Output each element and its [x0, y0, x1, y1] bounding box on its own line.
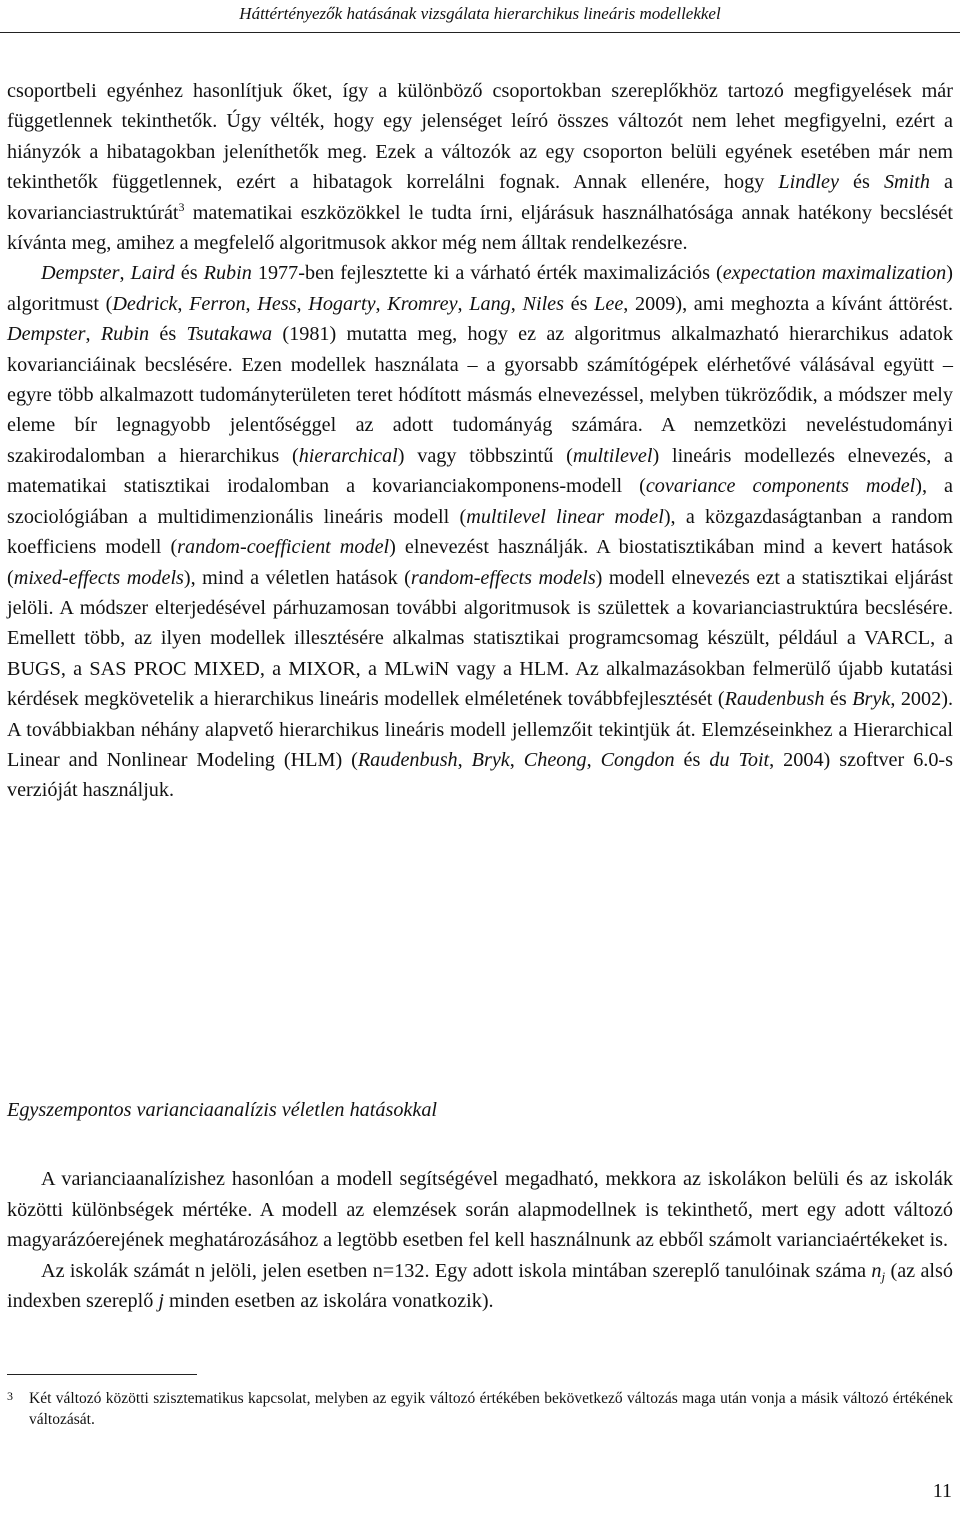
- text-run: és: [174, 262, 204, 285]
- text-run: ,: [177, 292, 190, 315]
- author-name: Bryk: [471, 748, 510, 771]
- text-run: a kovarianciastruktúrát: [7, 171, 953, 224]
- page-number: 11: [932, 1480, 952, 1502]
- text-run: A varianciaanalízishez hasonlóan a modell segítségével megadható, mekkora az iskolákon belüli és az iskolák közötti különbségek mértéke. A modell az elemzések során alapmodellnek is tekinthető, mert egy adott változó magyarázóerejének meghatározásához a legtöbb esetben fel kell használnunk az ebből számolt varianciaértékeket is.: [7, 1168, 953, 1252]
- text-run: és: [838, 171, 884, 194]
- author-name: Tsutakawa: [186, 323, 273, 346]
- author-name: Niles: [522, 292, 564, 315]
- term: random-effects models: [410, 566, 596, 589]
- text-run: és: [149, 323, 187, 346]
- author-name: Hogarty: [308, 292, 376, 315]
- text-run: minden esetben az iskolára vonatkozik).: [163, 1290, 494, 1313]
- math-subscript: j: [881, 1268, 886, 1284]
- text-run: , 2004) szoftver 6.0-s verzióját használjuk.: [7, 748, 954, 802]
- author-name: Hess: [257, 292, 297, 315]
- text-run: ,: [245, 292, 258, 315]
- text-run: ), a szociológiában a multidimenzionális lineáris modell (: [7, 475, 953, 528]
- text-run: , 2009), ami meghozta a kívánt áttörést.: [623, 292, 954, 315]
- text-run: , 2002). A továbbiakban néhány alapvető hierarchikus lineáris modell jellemzőit tekintjük át. Elemzéseinkhez a Hierarchical Linear and Nonlinear Modeling (HLM) (: [7, 688, 953, 771]
- text-run: ,: [509, 748, 524, 771]
- text-run: (az alsó indexben szereplő: [7, 1259, 953, 1313]
- author-name: Dempster: [7, 323, 86, 346]
- text-run: ,: [457, 748, 472, 771]
- header-rule: [0, 32, 960, 33]
- author-name: Dempster: [41, 262, 120, 285]
- text-run: matematikai eszközökkel le tudta írni, eljárásuk használhatósága annak hatékony becslését kívánta meg, amihez a megfelelő algoritmusok akkor még nem álltak rendelkezésre.: [7, 201, 953, 255]
- math-symbol: j: [158, 1290, 164, 1313]
- text-run: ,: [457, 292, 470, 315]
- text-run: ,: [375, 292, 388, 315]
- author-name: Ferron: [189, 292, 246, 315]
- author-name: Rubin: [203, 262, 252, 285]
- section-heading: Egyszempontos varianciaanalízis véletlen hatásokkal: [7, 1099, 438, 1121]
- footnote-text: Két változó közötti szisztematikus kapcsolat, melyben az egyik változó értékében bekövetkező változás maga után vonja a másik változó értékének változását.: [29, 1390, 953, 1428]
- math-symbol: n: [871, 1259, 882, 1282]
- body-paragraph-2: [7, 1164, 953, 1317]
- author-name: Lindley: [778, 171, 839, 194]
- term: random-coefficient model: [177, 536, 390, 559]
- author-name: Lee: [594, 292, 624, 315]
- term: multilevel linear model: [466, 505, 664, 528]
- text-run: ) elnevezést használják. A biostatisztikában mind a kevert hatások (: [7, 536, 953, 589]
- footnote-reference[interactable]: 3: [178, 199, 185, 214]
- text-run: és: [674, 748, 710, 771]
- text-run: ), mind a véletlen hatások (: [183, 566, 411, 589]
- text-run: ) lineáris modellezés elnevezés, a matematikai statisztikai irodalomban a kovarianciakomponens-modell (: [7, 444, 953, 498]
- text-run: ,: [586, 748, 601, 771]
- body-paragraph-1: [7, 76, 953, 806]
- text-run: Az iskolák számát n jelöli, jelen esetben n=132. Egy adott iskola mintában szereplő tanulóinak száma: [41, 1259, 872, 1282]
- footnote-mark: 3: [7, 1389, 13, 1403]
- author-name: Laird: [130, 262, 175, 285]
- text-run: ,: [510, 292, 523, 315]
- author-name: Congdon: [600, 748, 675, 771]
- text-run: és: [564, 292, 595, 315]
- text-run: ) vagy többszintű (: [397, 444, 573, 467]
- author-name: Kromrey: [387, 292, 458, 315]
- author-name: Raudenbush: [724, 688, 825, 711]
- author-name: Dedrick: [112, 292, 178, 315]
- author-name: Lang: [469, 292, 511, 315]
- term: multilevel: [572, 444, 653, 467]
- author-name: Bryk: [852, 688, 891, 711]
- text-run: és: [824, 688, 853, 711]
- author-name: Raudenbush: [357, 748, 458, 771]
- footnote: [7, 1388, 953, 1430]
- author-name: du Toit: [709, 748, 770, 771]
- text-run: ) algoritmust (: [7, 262, 953, 315]
- term: mixed-effects models: [13, 566, 184, 589]
- text-run: ) modell elnevezés ezt a statisztikai eljárást jelöli. A módszer elterjedésével párhuzamosan további algoritmusok is születtek a kovarianciastruktúra becslésére. Emellett több, az ilyen modellek illesztésére alkalmas statisztikai programcsomag készült, például a VARCL, a BUGS, a SAS PROC MIXED, a MIXOR, a MLwiN vagy a HLM. Az alkalmazásokban felmerülő újabb kutatási kérdések megkövetelik a hierarchikus lineáris modellek elméletének továbbfejlesztését (: [7, 566, 953, 711]
- running-head: Háttértényezők hatásának vizsgálata hierarchikus lineáris modellekkel: [239, 4, 721, 23]
- author-name: Rubin: [100, 323, 150, 346]
- term: covariance components model: [645, 475, 916, 498]
- author-name: Smith: [883, 171, 930, 194]
- text-run: ,: [85, 323, 101, 346]
- text-run: csoportbeli egyénhez hasonlítjuk őket, így a különböző csoportokban szereplőkhöz tartozó megfigyelések már függetlennek tekinthetők. Úgy vélték, hogy egy jelenséget leíró összes változót nem lehet megfigyelni, ezért a hiányzók a hibatagokban jeleníthetők meg. Ezek a változók az egy csoporton belüli egyének esetében már nem tekinthetők függetlennek, ezért a hibatagok korrelálni fognak. Annak ellenére, hogy: [7, 80, 953, 194]
- footnote-rule: [7, 1374, 197, 1375]
- term: hierarchical: [298, 444, 398, 467]
- text-run: 1977-ben fejlesztette ki a várható érték maximalizációs (: [251, 262, 723, 285]
- author-name: Cheong: [523, 748, 587, 771]
- term: expectation maximalization: [722, 262, 947, 285]
- text-run: (1981) mutatta meg, hogy ez az algoritmus alkalmazható hierarchikus adatok kovarianciáinak becslésére. Ezen modellek használata – a gyorsabb számítógépek elérhetővé válásával együtt – egyre több alkalmazott tudományterületen teret hódított másmás elnevezéssel, melyben tükröződik, a módszer mely eleme bír legnagyobb jelentőséggel az adott tudományág számára. A nemzetközi neveléstudományi szakirodalomban a hierarchikus (: [7, 323, 953, 467]
- text-run: ), a közgazdaságtanban a random koefficiens modell (: [7, 505, 953, 559]
- text-run: ,: [119, 262, 131, 285]
- text-run: ,: [296, 292, 309, 315]
